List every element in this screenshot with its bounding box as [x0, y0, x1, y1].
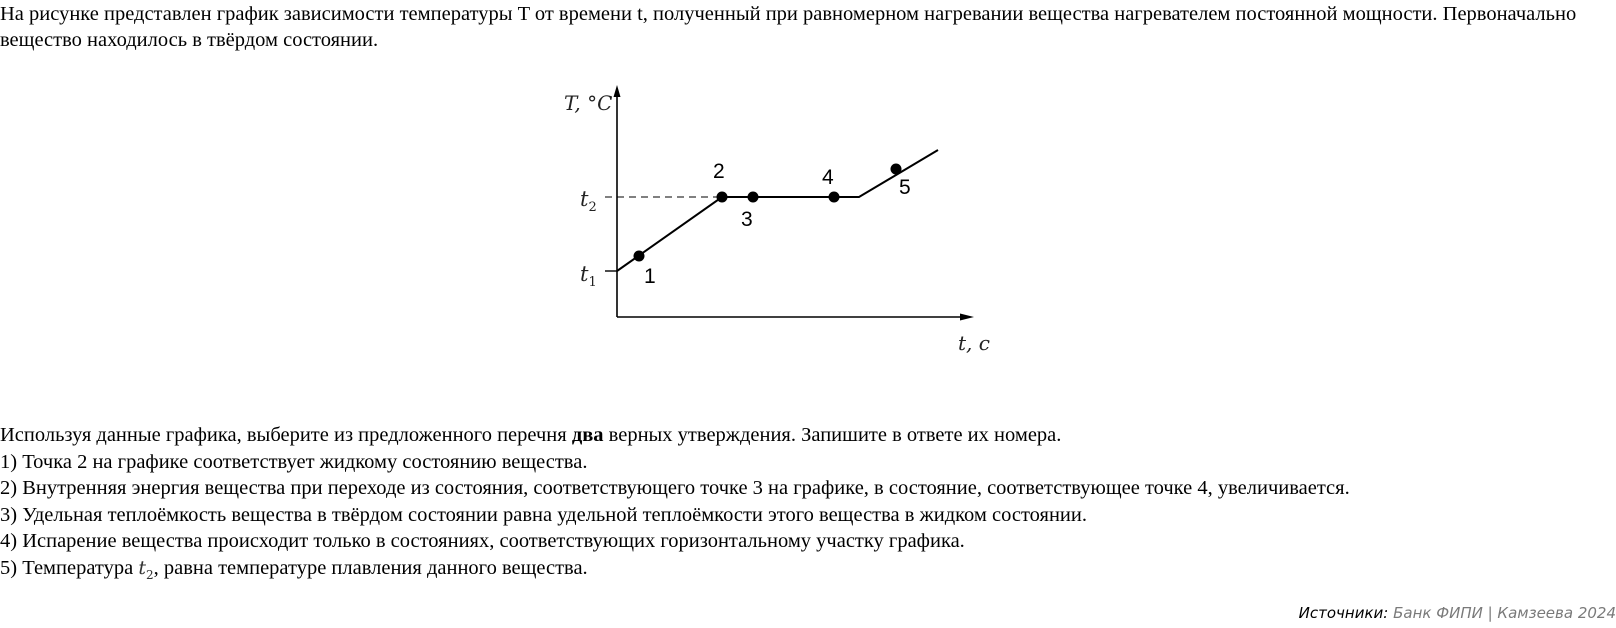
point-4 [829, 192, 840, 203]
problem-intro: На рисунке представлен график зависимости температуры T от времени t, полученный при равномерном нагревании вещества нагревателем постоянной мощности. Первоначально вещество находилось в твёрдом состоянии. [0, 3, 1577, 51]
source-refs: Банк ФИПИ | Камзеева 2024 [1393, 604, 1616, 622]
option-3: 3) Удельная теплоёмкость вещества в твёрдом состоянии равна удельной теплоёмкости этого вещества в жидком состоянии. [0, 503, 1087, 526]
option-2: 2) Внутренняя энергия вещества при переходе из состояния, соответствующего точке 3 на графике, в состояние, соответствующее точке 4, увеличивается. [0, 477, 1350, 499]
source-label: Источники: [1298, 604, 1389, 622]
math-t2: $t_2$ [138, 556, 154, 582]
point-label-3: 3 [741, 208, 753, 231]
point-label-5: 5 [899, 176, 911, 199]
point-2 [717, 192, 728, 203]
task-block [0, 422, 1350, 588]
task-instruction: Используя данные графика, выберите из предложенного перечня два верных утверждения. Запишите в ответе их номера. [0, 424, 1062, 446]
point-5 [891, 164, 902, 175]
source-attribution [1299, 604, 1616, 622]
option-5: 5) Температура $t_2$, равна температуре плавления данного вещества. [0, 556, 588, 582]
point-label-2: 2 [713, 160, 725, 183]
y-axis-arrow [614, 85, 621, 97]
point-3 [748, 192, 759, 203]
x-axis-arrow [960, 314, 974, 321]
y-axis-label: T, °C [564, 91, 613, 115]
tick-label-t2: $t_2$ [580, 187, 597, 215]
option-1: 1) Точка 2 на графике соответствует жидкому состоянию вещества. [0, 450, 588, 473]
option-4: 4) Испарение вещества происходит только в состояниях, соответствующих горизонтальному участку графика. [0, 530, 965, 552]
point-label-1: 1 [644, 265, 656, 288]
tick-label-t1: $t_1$ [580, 262, 597, 290]
x-axis-label: t, c [958, 331, 990, 355]
point-label-4: 4 [822, 166, 834, 189]
emphasis-two: два [571, 424, 604, 446]
point-1 [634, 251, 645, 262]
temperature-time-graph [560, 80, 1020, 380]
temperature-curve [617, 150, 938, 271]
